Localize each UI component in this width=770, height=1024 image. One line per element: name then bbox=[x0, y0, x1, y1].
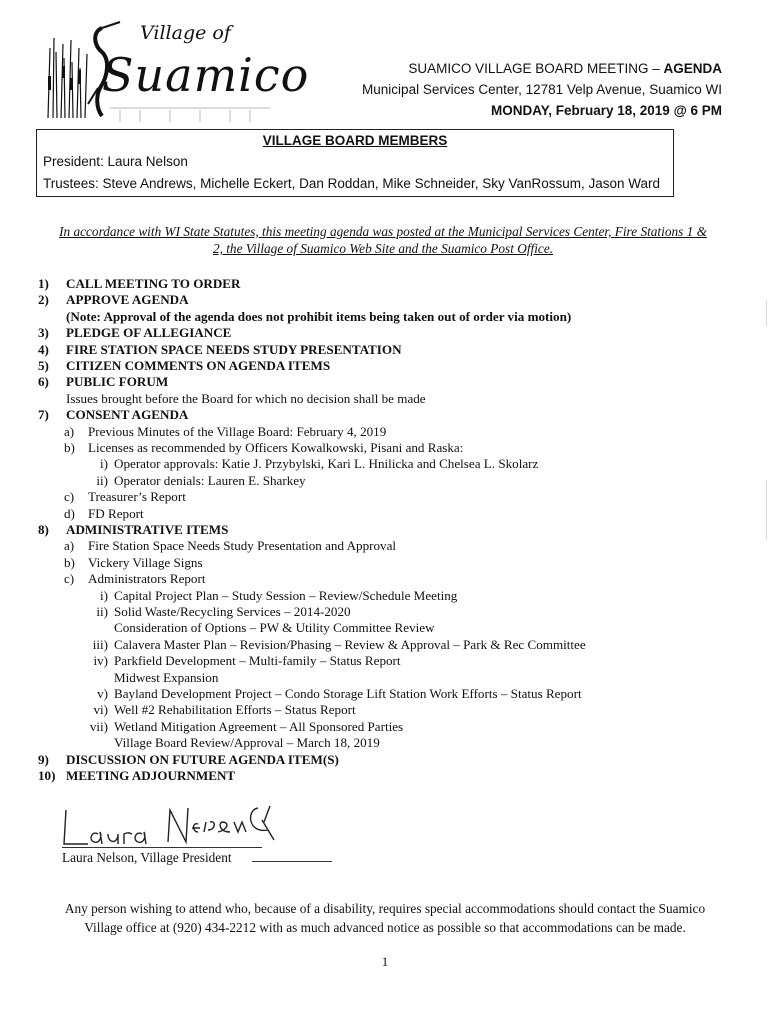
meeting-title-agenda: AGENDA bbox=[663, 61, 722, 76]
agenda-item-text: Treasurer’s Report bbox=[88, 489, 186, 505]
scan-mark bbox=[766, 480, 767, 540]
agenda-item-text: Midwest Expansion bbox=[114, 669, 219, 685]
agenda-item-number: 9) bbox=[38, 751, 49, 767]
agenda-item-text: FD Report bbox=[88, 505, 144, 521]
agenda-item-text: Administrators Report bbox=[88, 571, 206, 587]
signature-block bbox=[62, 800, 362, 875]
agenda-item-number: 7) bbox=[38, 407, 49, 423]
logo-line1: Village of bbox=[140, 22, 231, 44]
agenda-item-text: DISCUSSION ON FUTURE AGENDA ITEM(S) bbox=[66, 751, 339, 767]
agenda-item-number: 5) bbox=[38, 358, 49, 373]
signature-line-extension bbox=[252, 861, 332, 862]
agenda-item-text: Solid Waste/Recycling Services – 2014-2020 bbox=[114, 604, 351, 619]
board-members-title: VILLAGE BOARD MEMBERS bbox=[262, 133, 448, 148]
scan-mark bbox=[766, 300, 767, 326]
agenda-item-number: ii) bbox=[96, 472, 108, 488]
accessibility-notice bbox=[40, 899, 730, 937]
agenda-item-text: Operator approvals: Katie J. Przybylski, Kari L. Hnilicka and Chelsea L. Skolarz bbox=[114, 456, 539, 472]
meeting-date: MONDAY, February 18, 2019 @ 6 PM bbox=[490, 103, 722, 118]
logo-line2: Suamico bbox=[102, 48, 310, 102]
agenda-item-text: Issues brought before the Board for which no decision shall be made bbox=[66, 390, 426, 406]
agenda-item-number: 2) bbox=[38, 292, 49, 308]
agenda-item-text: Operator denials: Lauren E. Sharkey bbox=[114, 472, 306, 488]
agenda-item-number: 10) bbox=[38, 768, 56, 783]
signature-line bbox=[62, 847, 262, 848]
meeting-title bbox=[362, 58, 722, 79]
handwritten-signature bbox=[58, 800, 298, 850]
agenda-item-number: ii) bbox=[96, 604, 108, 619]
agenda-item-text: CONSENT AGENDA bbox=[66, 407, 189, 423]
agenda-item-number: iii) bbox=[92, 636, 108, 652]
posting-notice-line1: In accordance with WI State Statutes, this meeting agenda was posted at the Municipal Services Center, Fire Stations 1 & bbox=[59, 224, 707, 239]
agenda-item-number: v) bbox=[97, 686, 108, 701]
agenda-item-text: CALL MEETING TO ORDER bbox=[66, 276, 241, 291]
agenda-item-number: vii) bbox=[89, 718, 108, 734]
agenda-item-number: 3) bbox=[38, 325, 49, 341]
agenda-item-text: PUBLIC FORUM bbox=[66, 374, 169, 390]
agenda-item-text: FIRE STATION SPACE NEEDS STUDY PRESENTATION bbox=[66, 341, 402, 357]
agenda-item-text: APPROVE AGENDA bbox=[66, 292, 189, 308]
agenda-item-text: Wetland Mitigation Agreement – All Sponsored Parties bbox=[114, 718, 404, 734]
agenda-item-text: Consideration of Options – PW & Utility Committee Review bbox=[114, 620, 435, 636]
signature-printed-name: Laura Nelson, Village President bbox=[62, 850, 232, 865]
agenda-item-number: i) bbox=[100, 456, 108, 472]
agenda-item-number: b) bbox=[64, 554, 75, 570]
agenda-item-text: (Note: Approval of the agenda does not prohibit items being taken out of order via motion) bbox=[66, 308, 572, 324]
board-trustees: Trustees: Steve Andrews, Michelle Eckert, Dan Roddan, Mike Schneider, Sky VanRossum, Jason Ward bbox=[43, 176, 661, 191]
agenda-item-number: a) bbox=[64, 423, 75, 439]
village-logo bbox=[40, 18, 310, 123]
agenda-item-text: Bayland Development Project – Condo Storage Lift Station Work Efforts – Status Report bbox=[114, 686, 582, 701]
page-number: 1 bbox=[381, 954, 389, 969]
agenda-item-number: b) bbox=[64, 440, 75, 455]
agenda-item-number: a) bbox=[64, 538, 75, 554]
agenda-item-number: c) bbox=[64, 571, 75, 587]
board-members-box bbox=[36, 129, 674, 197]
agenda-item-text: PLEDGE OF ALLEGIANCE bbox=[66, 325, 232, 341]
agenda-item-text: Capital Project Plan – Study Session – Review/Schedule Meeting bbox=[114, 587, 458, 603]
agenda-item-text: Calavera Master Plan – Revision/Phasing – Review & Approval – Park & Rec Committee bbox=[114, 636, 586, 652]
agenda-item-text: Vickery Village Signs bbox=[88, 554, 203, 570]
agenda-item-number: 6) bbox=[38, 374, 49, 390]
agenda-item-number: d) bbox=[64, 505, 75, 521]
agenda-item-text: Well #2 Rehabilitation Efforts – Status Report bbox=[114, 702, 356, 718]
agenda-item-text: CITIZEN COMMENTS ON AGENDA ITEMS bbox=[66, 358, 331, 373]
agenda-item-number: 1) bbox=[38, 276, 49, 291]
agenda-item-text: Parkfield Development – Multi-family – Status Report bbox=[114, 653, 401, 669]
posting-notice-line2: 2, the Village of Suamico Web Site and the Suamico Post Office. bbox=[212, 241, 554, 256]
agenda-item-text: Previous Minutes of the Village Board: February 4, 2019 bbox=[88, 423, 387, 439]
agenda-item-number: c) bbox=[64, 489, 75, 505]
agenda-item-number: 4) bbox=[38, 341, 49, 357]
meeting-header bbox=[362, 58, 722, 121]
accessibility-notice-line2: Village office at (920) 434-2212 with as much advanced notice as possible so that accommodations can be made. bbox=[84, 920, 686, 935]
agenda-item-number: vi) bbox=[93, 702, 108, 718]
agenda-item-text: Licenses as recommended by Officers Kowalkowski, Pisani and Raska: bbox=[88, 440, 464, 455]
agenda-item-number: i) bbox=[100, 587, 108, 603]
accessibility-notice-line1: Any person wishing to attend who, because of a disability, requires special accommodations should contact the Suamico bbox=[64, 901, 706, 916]
agenda-item-number: iv) bbox=[93, 653, 108, 669]
agenda-item-text: MEETING ADJOURNMENT bbox=[66, 768, 236, 783]
meeting-location: Municipal Services Center, 12781 Velp Avenue, Suamico WI bbox=[362, 82, 722, 97]
meeting-title-prefix: SUAMICO VILLAGE BOARD MEETING – bbox=[408, 61, 664, 76]
board-president: President: Laura Nelson bbox=[43, 154, 188, 169]
agenda-item-text: Village Board Review/Approval – March 18, 2019 bbox=[114, 735, 380, 751]
agenda-item-number: 8) bbox=[38, 522, 49, 537]
agenda-item-text: ADMINISTRATIVE ITEMS bbox=[66, 522, 229, 537]
agenda-item-text: Fire Station Space Needs Study Presentation and Approval bbox=[88, 538, 397, 554]
posting-notice bbox=[38, 223, 728, 257]
